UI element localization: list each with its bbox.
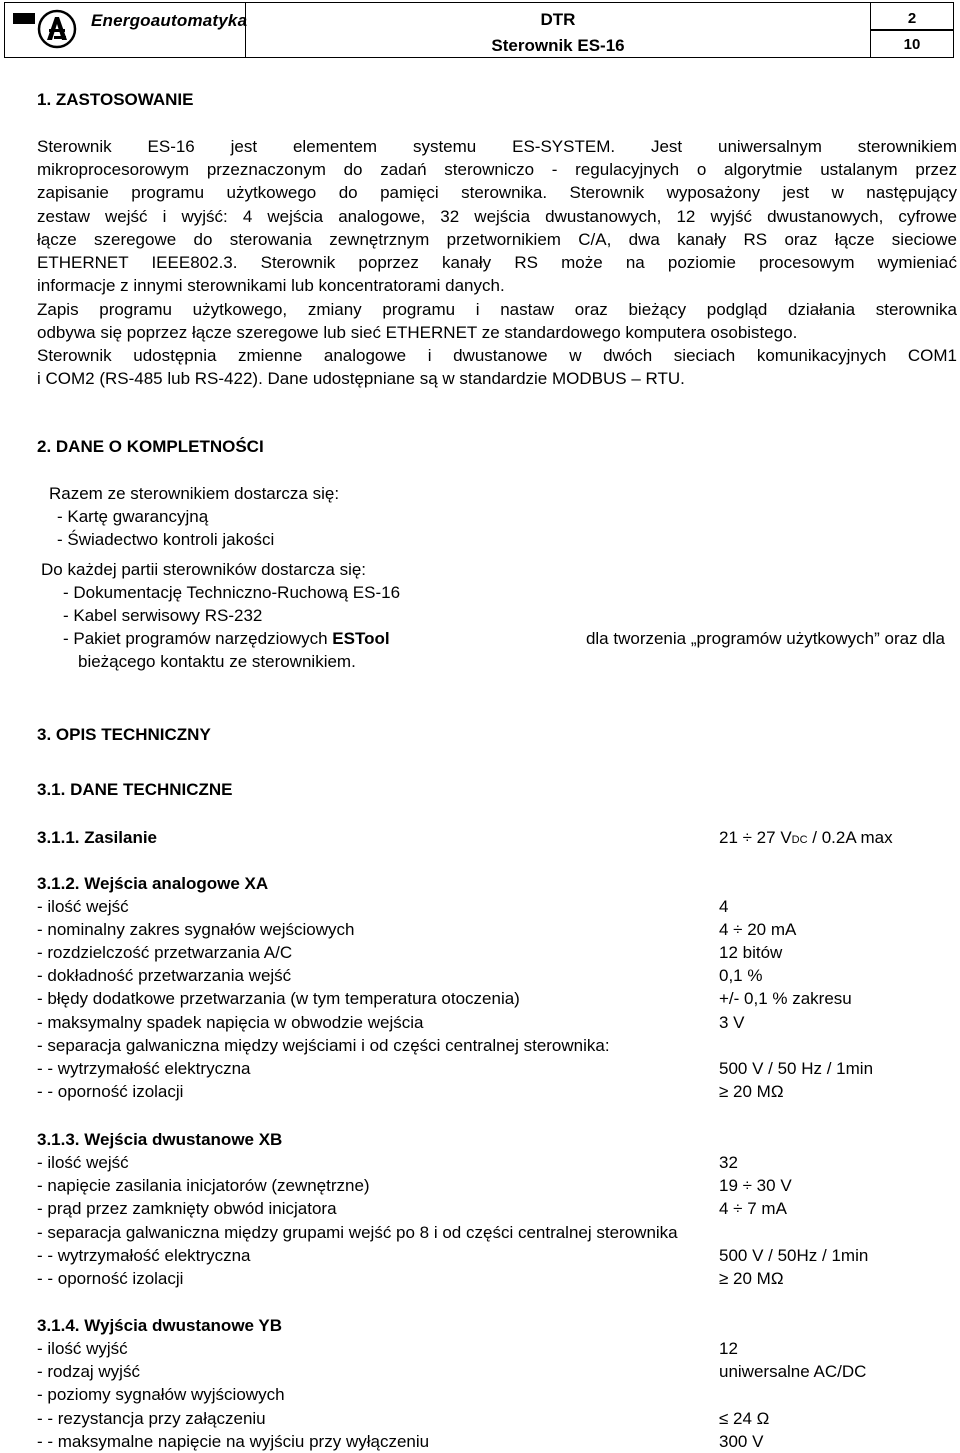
spec-label: - rozdzielczość przetwarzania A/C (37, 943, 293, 963)
spec-label: - nominalny zakres sygnałów wejściowych (37, 920, 355, 940)
power-voltage: 21 ÷ 27 V (719, 828, 792, 847)
company-name: Energoautomatyka (91, 11, 248, 30)
paragraph-line: Zapis programu użytkowego, zmiany programu i nastaw oraz bieżący podgląd działania sterownika (37, 300, 957, 319)
company-logo-icon (37, 9, 77, 49)
page-number: 2 (907, 10, 917, 27)
spec-label: - separacja galwaniczna między wejściami i od części centralnej sterownika: (37, 1035, 610, 1055)
included-intro: Razem ze sterownikiem dostarcza się: (49, 484, 340, 503)
spec-label: - - wytrzymałość elektryczna (37, 1058, 251, 1078)
paragraph-line: zestaw wejść i wyjść: 4 wejścia analogowe, 32 wejścia dwustanowych, 12 wyjść dwustanowych, cyfrowe (37, 207, 957, 226)
spec-value: 12 bitów (719, 943, 783, 963)
tool-prefix: - Pakiet programów narzędziowych (63, 629, 328, 648)
spec-label: - - rezystancja przy załączeniu (37, 1408, 266, 1428)
paragraph-line: i COM2 (RS-485 lub RS-422). Dane udostępniane są w standardzie MODBUS – RTU. (37, 369, 685, 388)
spec-value: 500 V / 50 Hz / 1min (719, 1058, 874, 1078)
list-item: - Kabel serwisowy RS-232 (63, 606, 263, 625)
page-divider (871, 29, 953, 31)
section-1-title: 1. ZASTOSOWANIE (37, 90, 194, 109)
power-current: / 0.2A max (807, 828, 893, 847)
batch-intro: Do każdej partii sterowników dostarcza się: (41, 560, 367, 579)
spec-value: 32 (719, 1153, 738, 1172)
spec-label: - ilość wejść (37, 897, 129, 916)
spec-label: - błędy dodatkowe przetwarzania (w tym temperatura otoczenia) (37, 989, 520, 1009)
analog-inputs-title: 3.1.2. Wejścia analogowe XA (37, 874, 269, 893)
section-2-title: 2. DANE O KOMPLETNOŚCI (37, 437, 264, 456)
spec-value: 4 ÷ 7 mA (719, 1199, 787, 1219)
section-3-title: 3. OPIS TECHNICZNY (37, 725, 211, 744)
spec-label: - - maksymalne napięcie na wyjściu przy wyłączeniu (37, 1431, 430, 1451)
tool-line-2: bieżącego kontaktu ze sterownikiem. (78, 652, 356, 671)
spec-label: - maksymalny spadek napięcia w obwodzie wejścia (37, 1012, 424, 1032)
spec-label: - - oporność izolacji (37, 1081, 184, 1101)
power-title: 3.1.1. Zasilanie (37, 828, 158, 847)
spec-value: 12 (719, 1339, 738, 1358)
tool-line (63, 629, 945, 649)
page-total: 10 (903, 36, 921, 53)
spec-label: - poziomy sygnałów wyjściowych (37, 1385, 285, 1405)
logo-bar-mark (13, 13, 35, 24)
document-name: Sterownik ES-16 (491, 36, 625, 55)
spec-label: - ilość wyjść (37, 1339, 128, 1358)
spec-value: 0,1 % (719, 966, 763, 986)
paragraph-line: Sterownik ES-16 jest elementem systemu ES-SYSTEM. Jest uniwersalnym sterownikiem (37, 137, 957, 156)
spec-label: - - oporność izolacji (37, 1269, 184, 1288)
spec-label: - dokładność przetwarzania wejść (37, 966, 292, 986)
spec-value: +/- 0,1 % zakresu (719, 989, 852, 1009)
section-3-1-title: 3.1. DANE TECHNICZNE (37, 780, 233, 799)
list-item: - Świadectwo kontroli jakości (57, 530, 275, 549)
spec-label: - napięcie zasilania inicjatorów (zewnętrzne) (37, 1176, 370, 1196)
binary-inputs-title: 3.1.3. Wejścia dwustanowe XB (37, 1130, 283, 1149)
power-dc: DC (791, 834, 808, 846)
spec-label: - rodzaj wyjść (37, 1362, 140, 1382)
spec-label: - ilość wejść (37, 1153, 129, 1172)
spec-label: - separacja galwaniczna między grupami wejść po 8 i od części centralnej sterownika (37, 1222, 678, 1242)
spec-value: ≥ 20 MΩ (719, 1269, 784, 1288)
spec-value: ≤ 24 Ω (719, 1408, 770, 1428)
spec-value: 300 V (719, 1431, 764, 1451)
paragraph-line: zapisanie programu użytkowego do pamięci sterownika. Sterownik wyposażony jest w następujący (37, 183, 957, 202)
paragraph-line: mikroprocesorowym przeznaczonym do zadań sterowniczo - regulacyjnych o algorytmie ustalanym przez (37, 160, 957, 179)
tool-suffix: dla tworzenia „programów użytkowych” oraz dla (585, 629, 945, 648)
spec-value: uniwersalne AC/DC (719, 1362, 867, 1382)
power-value (719, 828, 893, 848)
spec-value: 3 V (719, 1012, 745, 1032)
spec-value: ≥ 20 MΩ (719, 1081, 784, 1101)
list-item: - Kartę gwarancyjną (57, 507, 209, 526)
spec-label: - prąd przez zamknięty obwód inicjatora (37, 1199, 337, 1219)
paragraph-line: ETHERNET IEEE802.3. Sterownik poprzez kanały RS może na poziomie procesowym wymieniać (37, 253, 957, 272)
spec-value: 4 ÷ 20 mA (719, 920, 797, 940)
tool-name: ESTool (332, 629, 390, 648)
paragraph-line: łącze szeregowe do sterowania zewnętrznym przetwornikiem C/A, dwa kanały RS oraz łącze sieciowe (37, 230, 957, 249)
document-header (4, 2, 954, 58)
header-page-cell (871, 3, 953, 57)
binary-outputs-title: 3.1.4. Wyjścia dwustanowe YB (37, 1316, 283, 1335)
paragraph-line: Sterownik udostępnia zmienne analogowe i dwustanowe w dwóch sieciach komunikacyjnych COM1 (37, 346, 957, 365)
paragraph-line: informacje z innymi sterownikami lub koncentratorami danych. (37, 276, 505, 295)
document-type: DTR (540, 10, 576, 29)
spec-value: 500 V / 50Hz / 1min (719, 1245, 869, 1265)
paragraph-line: odbywa się poprzez łącze szeregowe lub sieć ETHERNET ze standardowego komputera osobistego. (37, 323, 798, 342)
spec-value: 19 ÷ 30 V (719, 1176, 792, 1196)
list-item: - Dokumentację Techniczno-Ruchową ES-16 (63, 583, 401, 602)
header-title-cell (246, 3, 871, 57)
spec-value: 4 (719, 897, 729, 916)
spec-label: - - wytrzymałość elektryczna (37, 1245, 251, 1265)
header-logo-cell (5, 3, 246, 57)
